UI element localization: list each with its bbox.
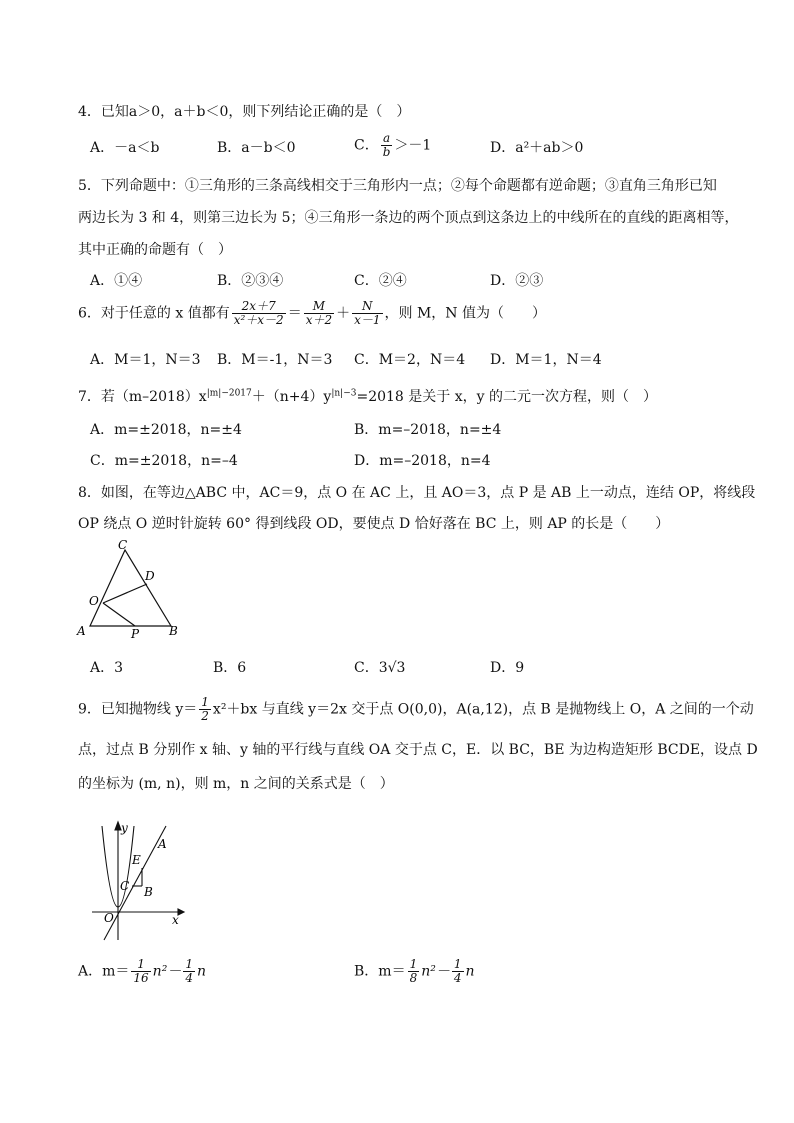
q4-option-a: A．－a＜b bbox=[90, 140, 160, 156]
question-5-line-3: 其中正确的命题有（ ） bbox=[78, 242, 232, 258]
q4-option-c-suffix: ＞－1 bbox=[394, 137, 432, 154]
label-d: D bbox=[145, 569, 155, 583]
label-p: P bbox=[131, 627, 140, 640]
q7-part-2: ＋（n+4）y bbox=[251, 389, 332, 405]
question-7-stem bbox=[78, 387, 657, 407]
q4-option-c-fraction bbox=[381, 132, 393, 159]
label-c: C bbox=[118, 538, 128, 552]
q9-parabola-figure bbox=[86, 818, 186, 942]
q6-fraction-1 bbox=[232, 300, 286, 327]
q6-option-c: C．M＝2，N＝4 bbox=[354, 352, 466, 368]
question-5-line-1: 5．下列命题中：①三角形的三条高线相交于三角形内一点；②每个命题都有逆命题；③直角三角形已知 bbox=[78, 178, 717, 194]
q6-prefix: 6．对于任意的 x 值都有 bbox=[78, 305, 230, 322]
q7-part-1: 7．若（m–2018）x bbox=[78, 389, 207, 405]
q6-fraction-2 bbox=[304, 300, 334, 327]
fraction-numerator: 1 bbox=[409, 957, 418, 971]
q8-triangle-figure bbox=[75, 538, 185, 640]
q5-option-a: A．①④ bbox=[90, 273, 143, 289]
q9-line-1-prefix: 9．已知抛物线 y＝ bbox=[78, 701, 198, 718]
q8-option-c: C．3√3 bbox=[354, 660, 406, 676]
fraction-numerator: M bbox=[304, 300, 334, 314]
q9-b-middle: n²－ bbox=[421, 963, 450, 980]
question-9-line-3: 的坐标为 (m, n)，则 m，n 之间的关系式是（ ） bbox=[78, 776, 394, 792]
q5-option-d: D．②③ bbox=[490, 273, 544, 289]
question-4-stem: 4．已知a＞0，a＋b＜0，则下列结论正确的是（ ） bbox=[78, 104, 411, 120]
q9-a-middle: n²－ bbox=[152, 963, 182, 980]
q9-a-end: n bbox=[196, 963, 206, 980]
q9-a-fraction-1 bbox=[131, 958, 150, 985]
q7-option-c: C．m=±2018，n=–4 bbox=[90, 453, 238, 469]
fraction-denominator: 2 bbox=[201, 709, 209, 723]
q6-suffix: ，则 M，N 值为（ ） bbox=[384, 305, 546, 322]
question-6-stem bbox=[78, 300, 546, 327]
x-axis-arrow-icon bbox=[178, 909, 184, 915]
label-e: E bbox=[132, 853, 141, 867]
label-x: x bbox=[172, 913, 179, 927]
q9-b-fraction-1 bbox=[408, 958, 420, 985]
label-o: O bbox=[89, 594, 99, 608]
q9-b-end: n bbox=[465, 963, 475, 980]
question-9-line-2: 点，过点 B 分别作 x 轴、y 轴的平行线与直线 OA 交于点 C，E．以 BC，BE 为边构造矩形 BCDE，设点 D bbox=[78, 742, 758, 758]
label-y: y bbox=[121, 821, 128, 835]
fraction-denominator: b bbox=[382, 145, 391, 159]
label-b: B bbox=[144, 885, 153, 899]
fraction-denominator: x²＋x－2 bbox=[233, 313, 284, 327]
fraction-denominator: 4 bbox=[453, 971, 462, 985]
q6-option-b: B．M＝-1，N＝3 bbox=[217, 352, 333, 368]
q9-line-1-rest: x²＋bx 与直线 y＝2x 交于点 O(0,0)，A(a,12)，点 B 是抛物线上 O，A 之间的一个动 bbox=[212, 701, 754, 718]
q6-fraction-3 bbox=[352, 300, 382, 327]
q7-part-3: =2018 是关于 x，y 的二元一次方程，则（ ） bbox=[356, 389, 657, 405]
q9-option-a bbox=[78, 958, 206, 985]
q6-option-a: A．M＝1，N＝3 bbox=[90, 352, 201, 368]
q5-option-b: B．②③④ bbox=[217, 273, 284, 289]
q8-option-a: A．3 bbox=[90, 660, 124, 676]
fraction-denominator: 8 bbox=[409, 971, 418, 985]
fraction-denominator: x＋2 bbox=[305, 313, 333, 327]
q9-option-b bbox=[354, 958, 475, 985]
fraction-numerator: 1 bbox=[185, 957, 193, 971]
q8-option-b: B．6 bbox=[213, 660, 247, 676]
segment-od bbox=[103, 584, 147, 603]
q7-option-b: B．m=–2018，n=±4 bbox=[354, 422, 502, 438]
fraction-numerator: N bbox=[352, 300, 382, 314]
q4-option-c-prefix: C． bbox=[354, 137, 379, 154]
q9-a-fraction-2 bbox=[183, 958, 195, 985]
q6-option-d: D．M＝1，N＝4 bbox=[490, 352, 602, 368]
fraction-denominator: x－1 bbox=[354, 313, 381, 327]
q7-exponent-2: |n|−3 bbox=[331, 388, 357, 399]
q9-half-fraction bbox=[199, 696, 211, 723]
label-o: O bbox=[104, 911, 114, 925]
q9-a-prefix: A．m＝ bbox=[78, 963, 130, 980]
label-c: C bbox=[120, 879, 130, 893]
q7-option-a: A．m=±2018，n=±4 bbox=[90, 422, 242, 438]
q6-plus: ＋ bbox=[336, 305, 351, 322]
q4-option-c bbox=[354, 132, 431, 159]
fraction-denominator: 16 bbox=[133, 971, 149, 985]
triangle-abc bbox=[90, 550, 171, 626]
q9-b-prefix: B．m＝ bbox=[354, 963, 406, 980]
q5-option-c: C．②④ bbox=[354, 273, 407, 289]
label-a: A bbox=[158, 837, 167, 851]
fraction-numerator: 2x＋7 bbox=[232, 300, 286, 314]
label-b: B bbox=[169, 624, 178, 638]
fraction-numerator: 1 bbox=[201, 695, 209, 709]
segment-op bbox=[103, 603, 135, 626]
fraction-numerator: a bbox=[381, 132, 393, 146]
question-9-line-1 bbox=[78, 696, 754, 723]
q7-option-d: D．m=–2018，n=4 bbox=[354, 453, 491, 469]
q7-exponent-1: |m|−2017 bbox=[206, 388, 252, 399]
question-8-line-2: OP 绕点 O 逆时针旋转 60° 得到线段 OD，要使点 D 恰好落在 BC 上，则 AP 的长是（ ） bbox=[78, 516, 670, 532]
q9-b-fraction-2 bbox=[452, 958, 464, 985]
question-8-line-1: 8．如图，在等边△ABC 中，AC＝9，点 O 在 AC 上，且 AO＝3，点 P 是 AB 上一动点，连结 OP，将线段 bbox=[78, 485, 756, 501]
fraction-denominator: 4 bbox=[185, 971, 193, 985]
q6-equals: ＝ bbox=[287, 305, 302, 322]
question-5-line-2: 两边长为 3 和 4，则第三边长为 5；④三角形一条边的两个顶点到这条边上的中线所在的直线的距离相等， bbox=[78, 210, 739, 226]
q4-option-d: D．a²＋ab＞0 bbox=[490, 140, 584, 156]
q4-option-b: B．a－b＜0 bbox=[217, 140, 296, 156]
fraction-numerator: 1 bbox=[453, 957, 462, 971]
q8-option-d: D．9 bbox=[490, 660, 525, 676]
fraction-numerator: 1 bbox=[131, 958, 150, 972]
label-a: A bbox=[77, 624, 86, 638]
